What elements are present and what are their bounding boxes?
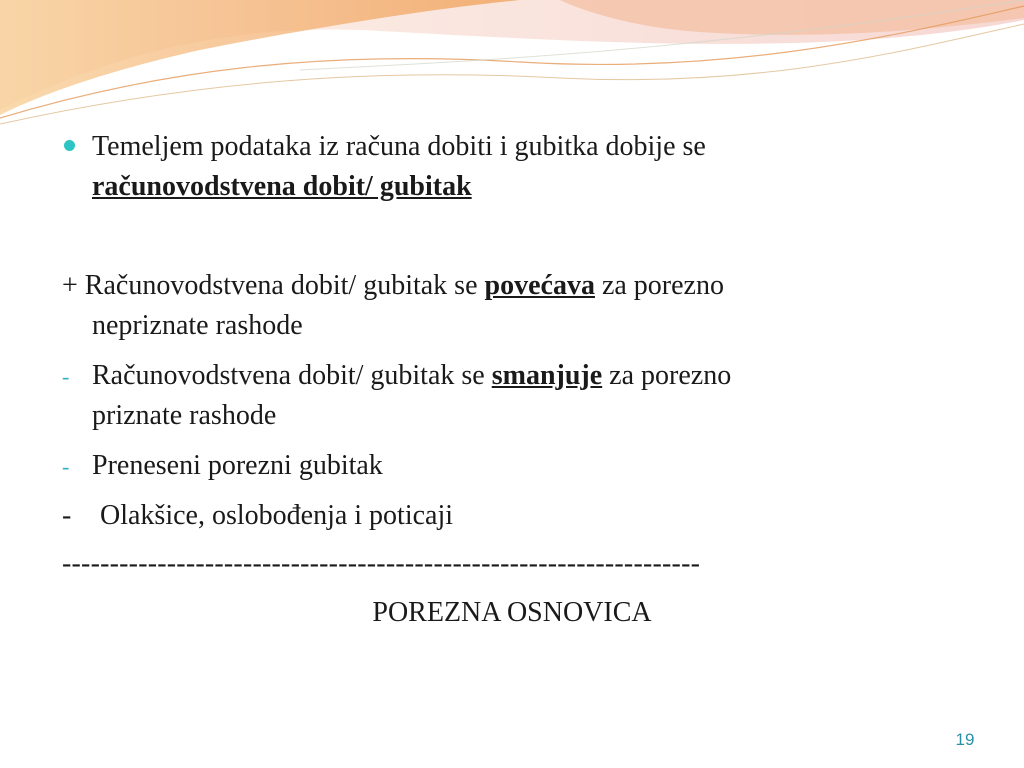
- separator-line: -------------------------------------------------------------------: [62, 548, 701, 579]
- list-item-text-after: za porezno: [594, 270, 724, 301]
- list-item-text: Preneseni porezni gubitak: [92, 450, 383, 481]
- list-item-text: Olakšice, oslobođenja i poticaji: [100, 500, 454, 531]
- list-item-1: [62, 266, 724, 306]
- list-item-text-before: Računovodstvena dobit/ gubitak se: [92, 360, 492, 391]
- header-decoration: [0, 0, 1024, 130]
- list-item-2: [62, 356, 732, 397]
- list-item-2-continuation: priznate rashode: [92, 400, 277, 431]
- slide-number: 19: [955, 730, 975, 749]
- result-label: POREZNA OSNOVICA: [372, 597, 652, 628]
- list-item-marker: -: [62, 454, 70, 479]
- list-item-text-after: za porezno: [602, 360, 732, 391]
- intro-line-1: Temeljem podataka iz računa dobiti i gubitka dobije se: [92, 131, 706, 162]
- list-item-text-before: Računovodstvena dobit/ gubitak se: [84, 270, 485, 301]
- list-item-1-continuation: nepriznate rashode: [92, 310, 303, 341]
- list-item-emphasis: povećava: [484, 270, 595, 301]
- list-item-marker: -: [62, 364, 70, 389]
- bullet-dot-icon: [64, 140, 75, 151]
- intro-line-2-emphasis: računovodstvena dobit/ gubitak: [92, 171, 472, 202]
- list-item-marker: -: [62, 500, 72, 531]
- list-item-3: [62, 446, 383, 487]
- list-item-marker: +: [62, 270, 78, 301]
- list-item-emphasis: smanjuje: [491, 360, 603, 391]
- list-item-4: [62, 496, 454, 536]
